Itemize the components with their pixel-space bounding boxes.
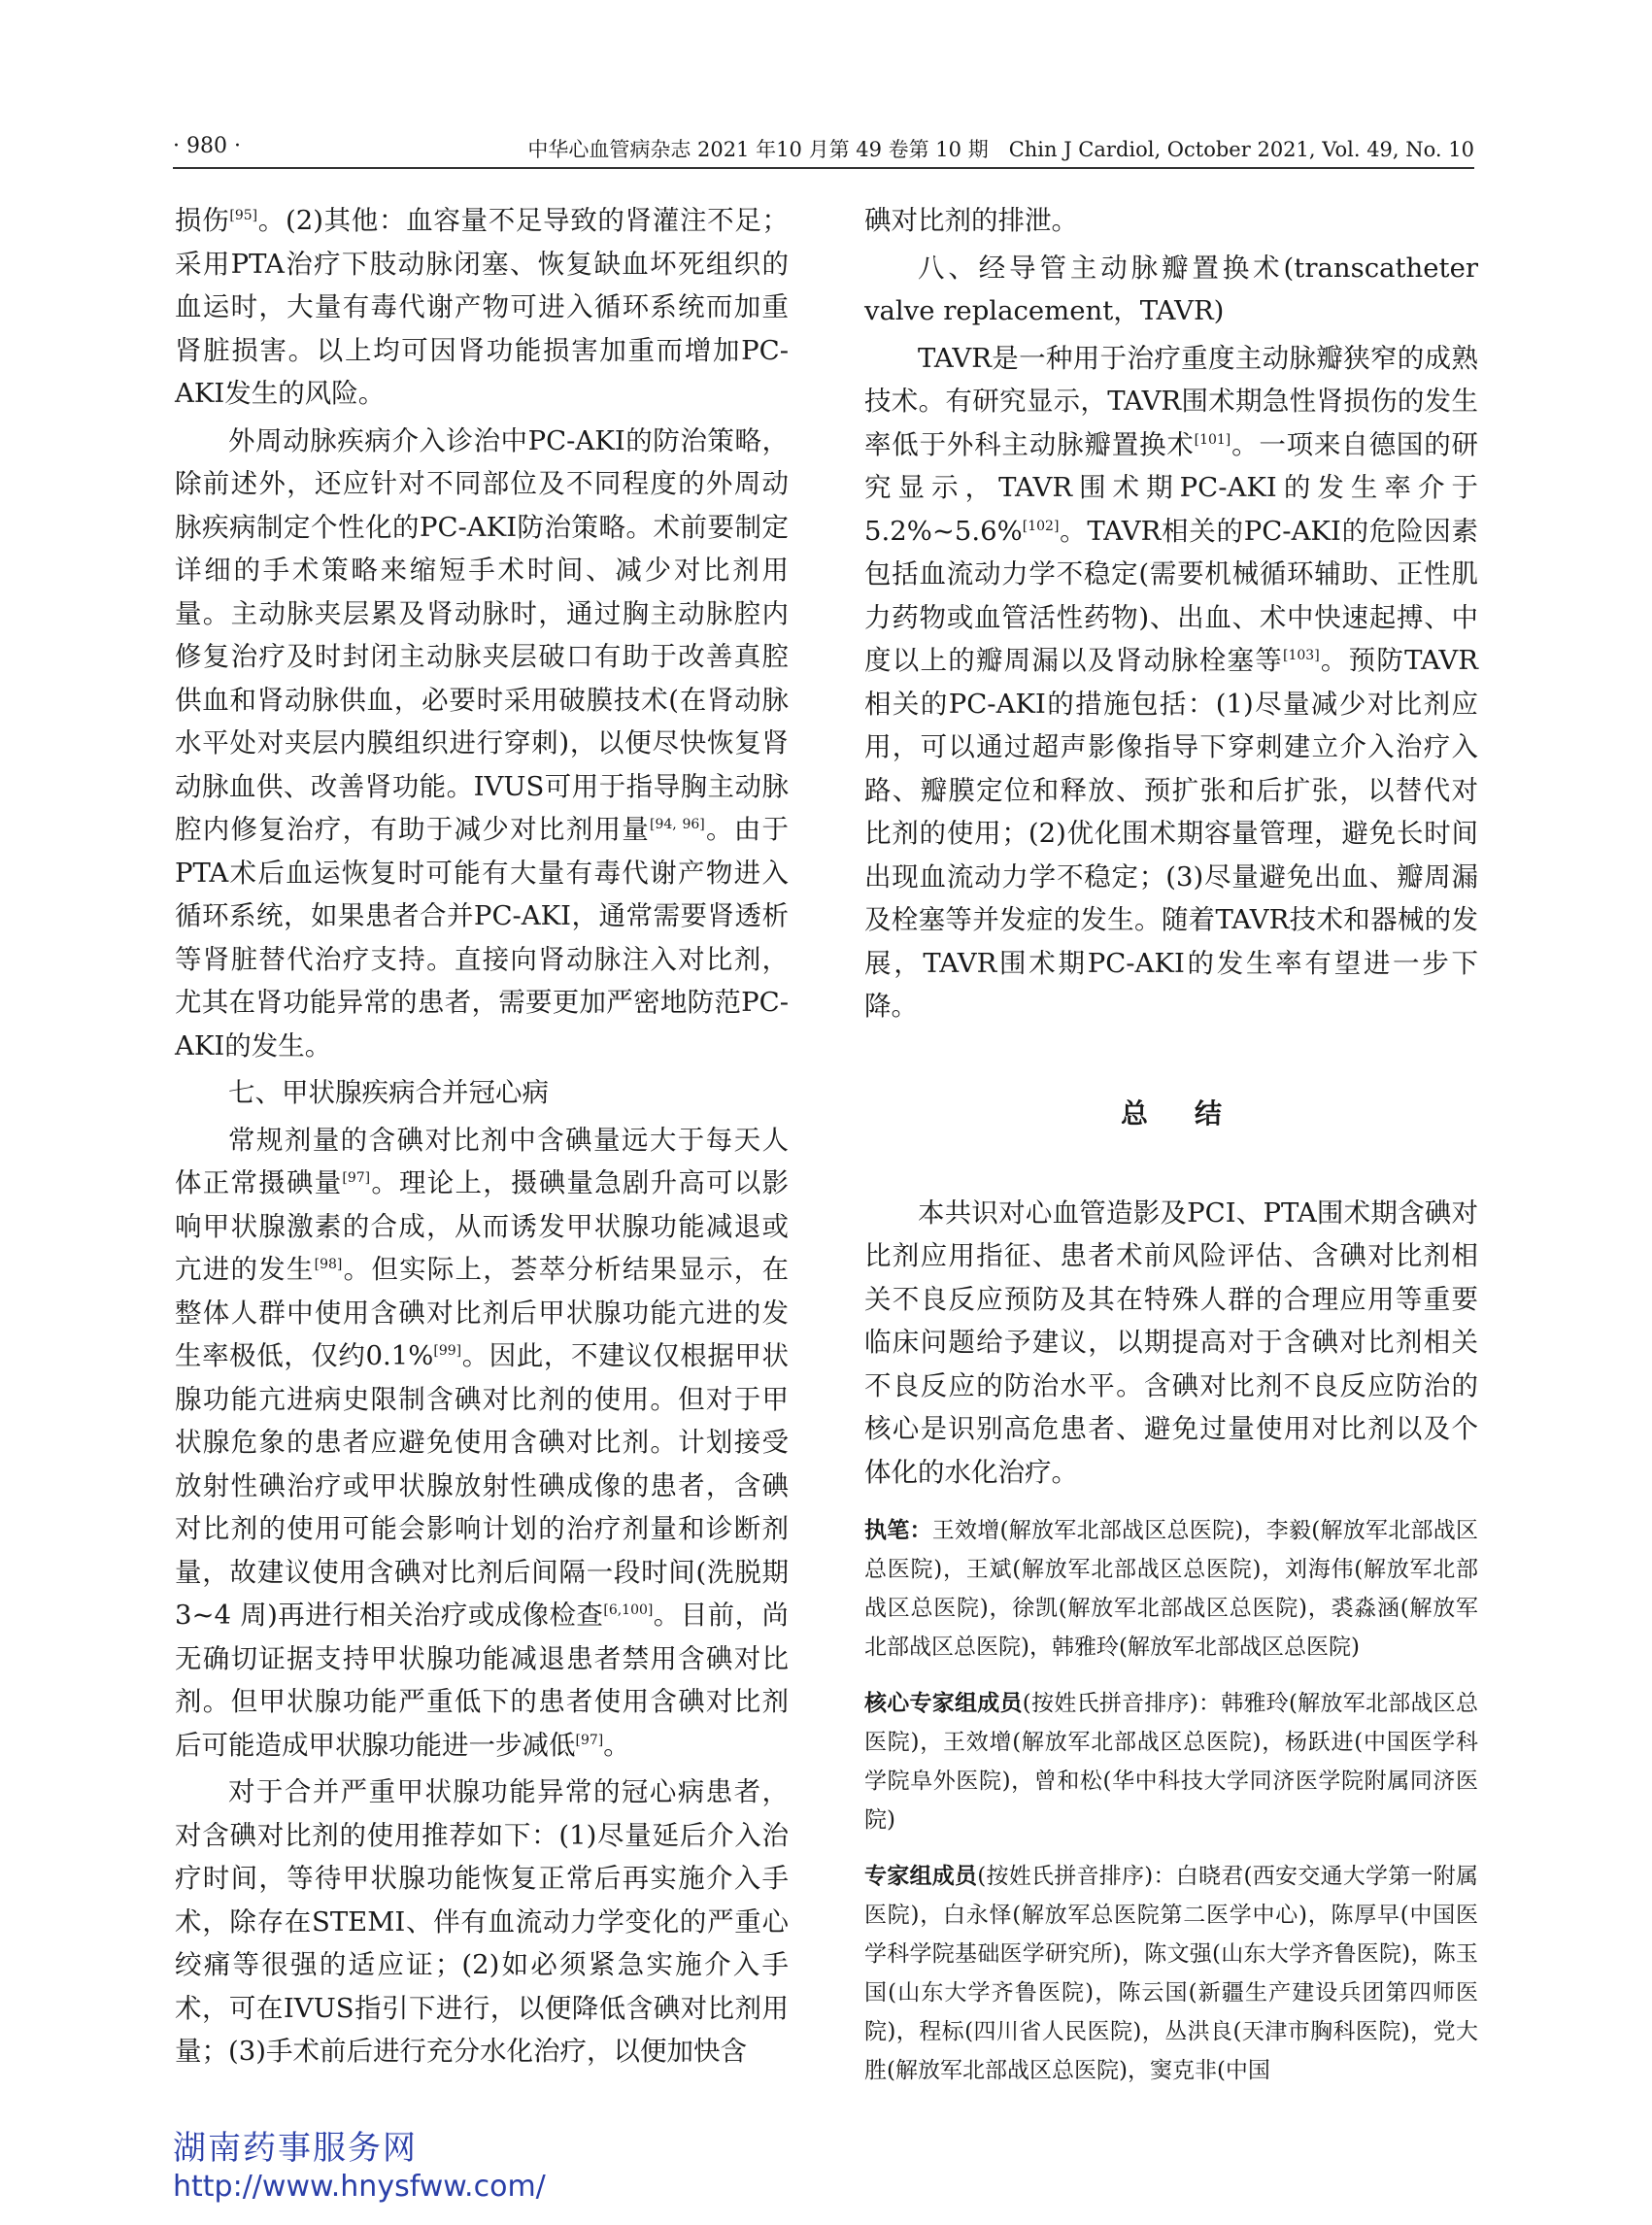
section-heading-7: 七、甲状腺疾病合并冠心病 <box>228 1077 549 1108</box>
citation: [99] <box>433 1342 462 1359</box>
citation: [102] <box>1022 518 1060 534</box>
summary-heading: 总结 <box>1120 1096 1268 1129</box>
experts-label: 专家组成员 <box>864 1864 978 1889</box>
core-experts-label: 核心专家组成员 <box>864 1691 1023 1716</box>
page-number: · 980 · <box>173 134 241 158</box>
authors-credit: 执笔：王效增(解放军北部战区总医院)，李毅(解放军北部战区总医院)，王斌(解放军北部战区总医院)，刘海伟(解放军北部战区总医院)，徐凯(解放军北部战区总医院)，裘淼涵(解放军北部战区总医院)，韩雅玲(解放军北部战区总医院) <box>864 1518 1479 1660</box>
section-heading-8: 八、经导管主动脉瓣置换术(transcatheter valve replacement，TAVR) <box>864 252 1478 326</box>
right-column <box>864 199 1478 2090</box>
paragraph-continuation: 碘对比剂的排泄。 <box>864 205 1078 236</box>
journal-running-head: 中华心血管病杂志 2021 年10 月第 49 卷第 10 期 Chin J Cardiol, October 2021, Vol. 49, No. 10 <box>527 138 1474 161</box>
paragraph-peripheral-strategy: 外周动脉疾病介入诊治中PC-AKI的防治策略，除前述外，还应针对不同部位及不同程度的外周动脉疾病制定个性化的PC-AKI防治策略。术前要制定详细的手术策略来缩短手术时间、减少对比剂用量。主动脉夹层累及肾动脉时，通过胸主动脉腔内修复治疗及时封闭主动脉夹层破口有助于改善真腔供血和肾动脉供血，必要时采用破膜技术(在肾动脉水平处对夹层内膜组织进行穿刺)，以便尽快恢复肾动脉血供、改善肾功能。IVUS可用于指导胸主动脉腔内修复治疗，有助于减少对比剂用量[94, 96]。由于PTA术后血运恢复时可能有大量有毒代谢产物进入循环系统，如果患者合并PC-AKI，通常需要肾透析等肾脏替代治疗支持。直接向肾动脉注入对比剂，尤其在肾功能异常的患者，需要更加严密地防范PC-AKI的发生。 <box>175 424 790 1062</box>
authors-label: 执笔： <box>864 1518 932 1543</box>
site-watermark <box>173 2127 546 2205</box>
citation: [95] <box>229 207 258 223</box>
paragraph-tavr: TAVR是一种用于治疗重度主动脉瓣狭窄的成熟技术。有研究显示，TAVR围术期急性肾损伤的发生率低于外科主动脉瓣置换术[101]。一项来自德国的研究显示，TAVR围术期PC-AKI的发生率介于5.2%~5.6%[102]。TAVR相关的PC-AKI的危险因素包括血流动力学不稳定(需要机械循环辅助、正性肌力药物或血管活性药物)、出血、术中快速起搏、中度以上的瓣周漏以及肾动脉栓塞等[103]。预防TAVR相关的PC-AKI的措施包括：(1)尽量减少对比剂应用，可以通过超声影像指导下穿刺建立介入治疗入路、瓣膜定位和释放、预扩张和后扩张，以替代对比剂的使用；(2)优化围术期容量管理，避免长时间出现血流动力学不稳定；(3)尽量避免出血、瓣周漏及栓塞等并发症的发生。随着TAVR技术和器械的发展，TAVR围术期PC-AKI的发生率有望进一步下降。 <box>864 342 1478 1022</box>
citation: [94, 96] <box>650 816 705 832</box>
watermark-url[interactable]: http://www.hnysfww.com/ <box>173 2170 546 2204</box>
watermark-site-name: 湖南药事服务网 <box>173 2129 418 2168</box>
citation: [6,100] <box>603 1601 654 1618</box>
paragraph-renal-injury: 损伤[95]。(2)其他：血容量不足导致的肾灌注不足；采用PTA治疗下肢动脉闭塞、恢复缺血坏死组织的血运时，大量有毒代谢产物可进入循环系统而加重肾脏损害。以上均可因肾功能损害加重而增加PC-AKI发生的风险。 <box>175 205 790 409</box>
paragraph-thyroid-recommendations: 对于合并严重甲状腺功能异常的冠心病患者，对含碘对比剂的使用推荐如下：(1)尽量延后介入治疗时间，等待甲状腺功能恢复正常后再实施介入手术，除存在STEMI、伴有血流动力学变化的严重心绞痛等很强的适应证；(2)如必须紧急实施介入手术，可在IVUS指引下进行，以便降低含碘对比剂用量；(3)手术前后进行充分水化治疗，以便加快含 <box>175 1776 789 2067</box>
citation: [101] <box>1194 431 1231 448</box>
experts-credit: 专家组成员(按姓氏拼音排序)：白晓君(西安交通大学第一附属医院)，白永怿(解放军总医院第二医学中心)，陈厚早(中国医学科学院基础医学研究所)，陈文强(山东大学齐鲁医院)，陈玉国(山东大学齐鲁医院)，陈云国(新疆生产建设兵团第四师医院)，程标(四川省人民医院)，丛洪良(天津市胸科医院)，党大胜(解放军北部战区总医院)，窦克非(中国 <box>864 1864 1478 2083</box>
paragraph-thyroid-iodine: 常规剂量的含碘对比剂中含碘量远大于每天人体正常摄碘量[97]。理论上，摄碘量急剧升高可以影响甲状腺激素的合成，从而诱发甲状腺功能减退或亢进的发生[98]。但实际上，荟萃分析结果显示，在整体人群中使用含碘对比剂后甲状腺功能亢进的发生率极低，仅约0.1%[99]。因此，不建议仅根据甲状腺功能亢进病史限制含碘对比剂的使用。但对于甲状腺危象的患者应避免使用含碘对比剂。计划接受放射性碘治疗或甲状腺放射性碘成像的患者，含碘对比剂的使用可能会影响计划的治疗剂量和诊断剂量，故建议使用含碘对比剂后间隔一段时间(洗脱期 3~4 周)再进行相关治疗或成像检查[6,100]。目前，尚无确切证据支持甲状腺功能减退患者禁用含碘对比剂。但甲状腺功能严重低下的患者使用含碘对比剂后可能造成甲状腺功能进一步减低[97]。 <box>175 1124 790 1761</box>
running-header <box>173 128 1474 169</box>
citation: [98] <box>314 1256 343 1272</box>
citation: [97] <box>342 1169 371 1186</box>
citation: [103] <box>1283 647 1320 663</box>
paragraph-summary: 本共识对心血管造影及PCI、PTA围术期含碘对比剂应用指征、患者术前风险评估、含碘对比剂相关不良反应预防及其在特殊人群的合理应用等重要临床问题给予建议，以期提高对于含碘对比剂相关不良反应的防治水平。含碘对比剂不良反应防治的核心是识别高危患者、避免过量使用对比剂以及个体化的水化治疗。 <box>864 1197 1478 1488</box>
core-experts-credit: 核心专家组成员(按姓氏拼音排序)：韩雅玲(解放军北部战区总医院)，王效增(解放军北部战区总医院)，杨跃进(中国医学科学院阜外医院)，曾和松(华中科技大学同济医学院附属同济医院) <box>864 1691 1478 1833</box>
left-column <box>175 199 789 2077</box>
citation: [97] <box>575 1732 604 1748</box>
